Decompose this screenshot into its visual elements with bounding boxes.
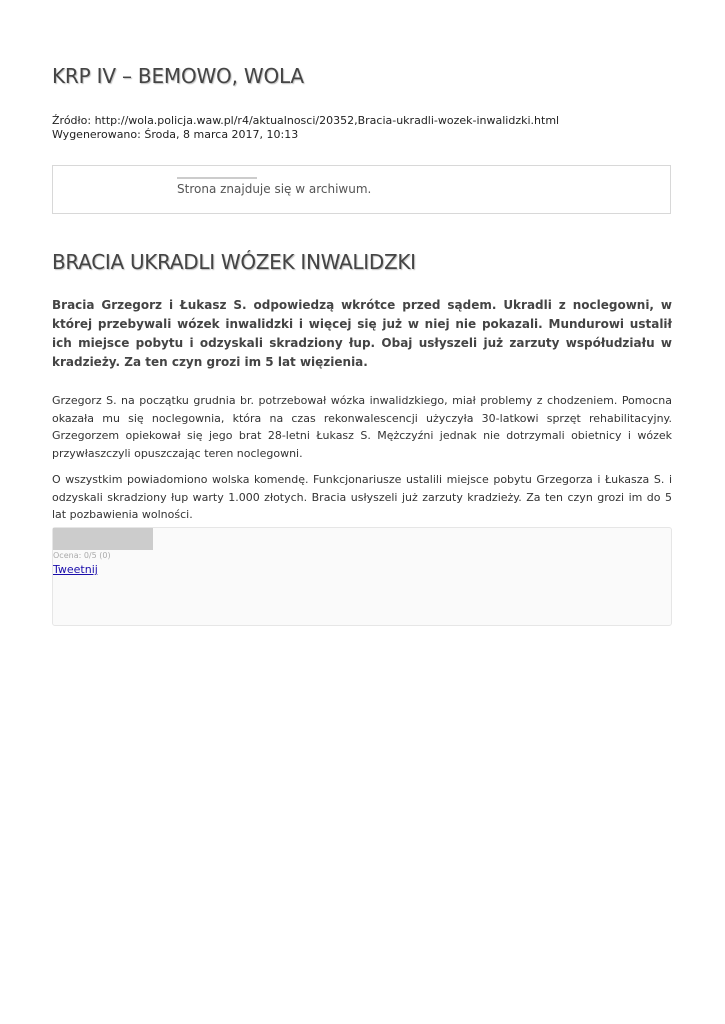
archive-notice: Strona znajduje się w archiwum. bbox=[177, 182, 372, 196]
rating-stars[interactable] bbox=[53, 528, 153, 550]
article-body bbox=[52, 392, 672, 533]
tweet-link[interactable]: Tweetnij bbox=[53, 563, 98, 576]
generated-date: Wygenerowano: Środa, 8 marca 2017, 10:13 bbox=[52, 128, 299, 141]
article-paragraph: O wszystkim powiadomiono wolska komendę. Funkcjonariusze ustalili miejsce pobytu Grzegorza i Łukasza S. i odzyskali skradziony łup warty 1.000 złotych. Bracia usłyszeli już zarzuty kradzieży. Za ten czyn grozi im do 5 lat pozbawienia wolności. bbox=[52, 473, 672, 521]
article-title: BRACIA UKRADLI WÓZEK INWALIDZKI bbox=[52, 250, 416, 274]
source-url: Źródło: http://wola.policja.waw.pl/r4/aktualnosci/20352,Bracia-ukradli-wozek-inwalidzki.html bbox=[52, 114, 560, 127]
document-meta bbox=[52, 114, 559, 142]
article-paragraph: Grzegorz S. na początku grudnia br. potrzebował wózka inwalidzkiego, miał problemy z chodzeniem. Pomocna okazała mu się noclegownia, która na czas rekonwalescencji użyczyła 30-latkowi sprzęt rehabilitacyjny. Grzegorzem opiekował się jego brat 28-letni Łukasz S. Mężczyźni jednak nie dotrzymali obietnicy i wózek przywłaszczyli opuszczając teren noclegowni. bbox=[52, 394, 672, 460]
archive-notice-box bbox=[52, 165, 671, 214]
rating-label: Ocena: 0/5 (0) bbox=[53, 551, 111, 560]
site-title: KRP IV – BEMOWO, WOLA bbox=[52, 64, 304, 88]
rating-panel bbox=[52, 527, 672, 626]
archive-divider bbox=[177, 177, 257, 179]
article-lead: Bracia Grzegorz i Łukasz S. odpowiedzą wkrótce przed sądem. Ukradli z noclegowni, w której przebywali wózek inwalidzki i więcej się już w niej nie pokazali. Mundurowi ustalił ich miejsce pobytu i odzyskali skradziony łup. Obaj usłyszeli już zarzuty współudziału w kradzieży. Za ten czyn grozi im 5 lat więzienia. bbox=[52, 298, 672, 369]
